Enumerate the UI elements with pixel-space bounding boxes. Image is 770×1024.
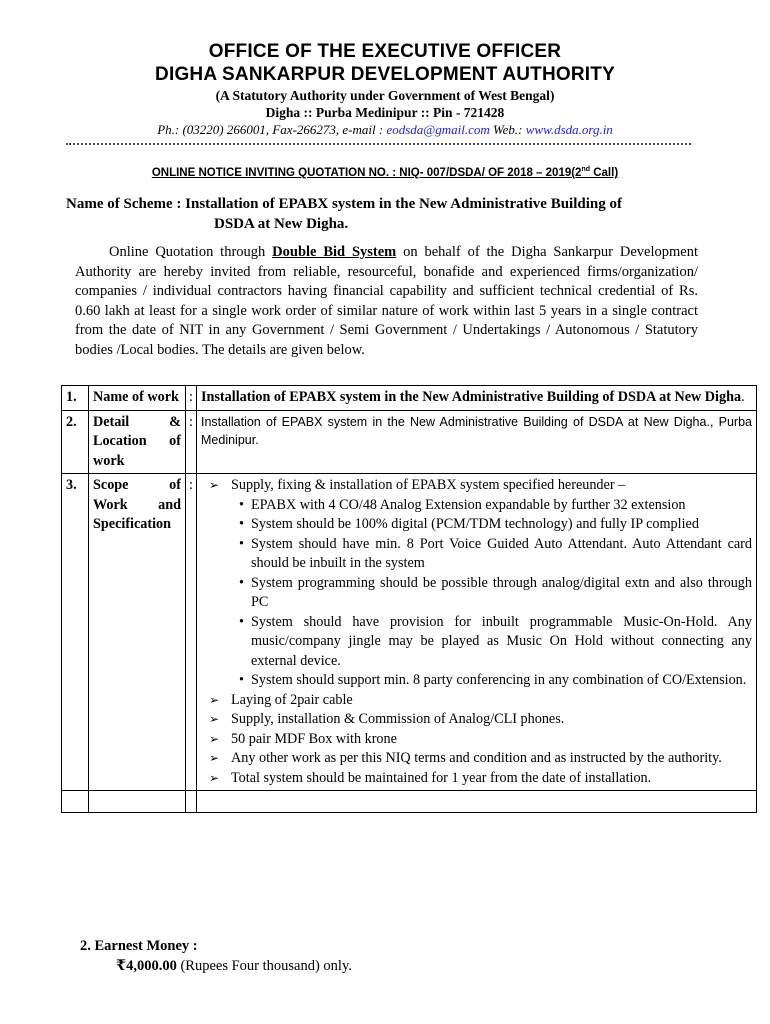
empty-cell xyxy=(197,791,757,813)
authority-subtitle: (A Statutory Authority under Government of West Bengal) xyxy=(215,88,555,103)
earnest-money-title: 2. Earnest Money : xyxy=(80,938,198,954)
row-number: 1. xyxy=(62,386,89,411)
sub-list-item: • System programming should be possible through analog/digital extn and also through PC xyxy=(201,574,752,613)
header-divider xyxy=(66,143,691,145)
scheme-name xyxy=(66,194,698,234)
intro-emphasis: Double Bid System xyxy=(272,244,397,260)
row-detail-text: Installation of EPABX system in the New Administrative Building of DSDA at New Digha xyxy=(201,389,742,405)
earnest-money-value xyxy=(80,956,352,976)
sub-list-item: • System should support min. 8 party conferencing in any combination of CO/Extension. xyxy=(201,671,752,691)
row-label: Scope of Work and Specification xyxy=(89,474,186,791)
row-number: 2. xyxy=(62,410,89,474)
email-link[interactable]: eodsda@gmail.com xyxy=(386,122,490,137)
row-colon: : xyxy=(186,410,197,474)
scheme-label: Name of Scheme : xyxy=(66,196,186,212)
list-item: ➢ Supply, installation & Commission of Analog/CLI phones. xyxy=(201,710,752,730)
list-item: ➢ Laying of 2pair cable xyxy=(201,691,752,711)
notice-text: ONLINE NOTICE INVITING QUOTATION NO. : NIQ- 007/DSDA/ OF 2018 – 2019(2 xyxy=(151,166,582,179)
list-item: ➢ 50 pair MDF Box with krone xyxy=(201,730,752,750)
row-detail: Installation of EPABX system in the New Administrative Building of DSDA at New Digha., Purba Medinipur. xyxy=(197,410,757,474)
empty-cell xyxy=(186,791,197,813)
intro-after: on behalf of the Digha Sankarpur Development Authority are hereby invited from reliable, resourceful, bonafide and experienced firms/organization/ companies / individual contractors having financial capability and sufficient technical credential of Rs. 0.60 lakh at least for a single work order of similar nature of work within last 5 years in a single contract from the date of NIT in any Government / Semi Government / Undertakings / Autonomous / Statutory bodies /Local bodies. The details are given below. xyxy=(75,244,698,358)
scheme-line2: DSDA at New Digha. xyxy=(214,216,349,232)
row-colon: : xyxy=(186,386,197,411)
authority-title: DIGHA SANKARPUR DEVELOPMENT AUTHORITY xyxy=(155,64,615,85)
table-row xyxy=(62,474,757,791)
website-link[interactable]: www.dsda.org.in xyxy=(525,122,613,137)
contact-line xyxy=(0,122,770,138)
empty-cell xyxy=(89,791,186,813)
intro-paragraph xyxy=(75,243,698,360)
address-line: Digha :: Purba Medinipur :: Pin - 721428 xyxy=(265,105,505,120)
sub-list-item: • EPABX with 4 CO/48 Analog Extension expandable by further 32 extension xyxy=(201,496,752,516)
sub-list-item: • System should be 100% digital (PCM/TDM technology) and fully IP complied xyxy=(201,515,752,535)
row-label: Detail & Location of work xyxy=(89,410,186,474)
earnest-money-section xyxy=(80,936,352,976)
table-row-empty xyxy=(62,791,757,813)
table-row xyxy=(62,386,757,411)
earnest-amount: ₹4,000.00 xyxy=(116,958,177,974)
row-detail xyxy=(197,386,757,411)
notice-suffix: Call) xyxy=(590,166,619,179)
scheme-line1: Installation of EPABX system in the New Administrative Building of xyxy=(185,196,622,212)
notice-sup: nd xyxy=(581,166,591,173)
row-detail-end: . xyxy=(741,389,745,405)
list-item: ➢ Supply, fixing & installation of EPABX system specified hereunder – xyxy=(201,476,752,496)
scope-list xyxy=(197,474,757,791)
row-colon: : xyxy=(186,474,197,791)
sub-list-item: • System should have provision for inbuilt programmable Music-On-Hold. Any music/company jingle may be played as Music On Hold without connecting any external device. xyxy=(201,613,752,672)
row-number: 3. xyxy=(62,474,89,791)
empty-cell xyxy=(62,791,89,813)
contact-prefix: Ph.: (03220) 266001, Fax-266273, e-mail : xyxy=(157,122,387,137)
intro-before: Online Quotation through xyxy=(109,244,273,260)
list-item: ➢ Total system should be maintained for 1 year from the date of installation. xyxy=(201,769,752,789)
specification-table xyxy=(61,385,757,813)
earnest-words: (Rupees Four thousand) only. xyxy=(176,958,352,974)
table-row xyxy=(62,410,757,474)
list-item: ➢ Any other work as per this NIQ terms and condition and as instructed by the authority. xyxy=(201,749,752,769)
sub-list-item: • System should have min. 8 Port Voice Guided Auto Attendant. Auto Attendant card should be inbuilt in the system xyxy=(201,535,752,574)
row-label: Name of work xyxy=(89,386,186,411)
office-title: OFFICE OF THE EXECUTIVE OFFICER xyxy=(208,41,562,62)
web-prefix: Web.: xyxy=(489,122,526,137)
notice-number xyxy=(0,166,770,179)
